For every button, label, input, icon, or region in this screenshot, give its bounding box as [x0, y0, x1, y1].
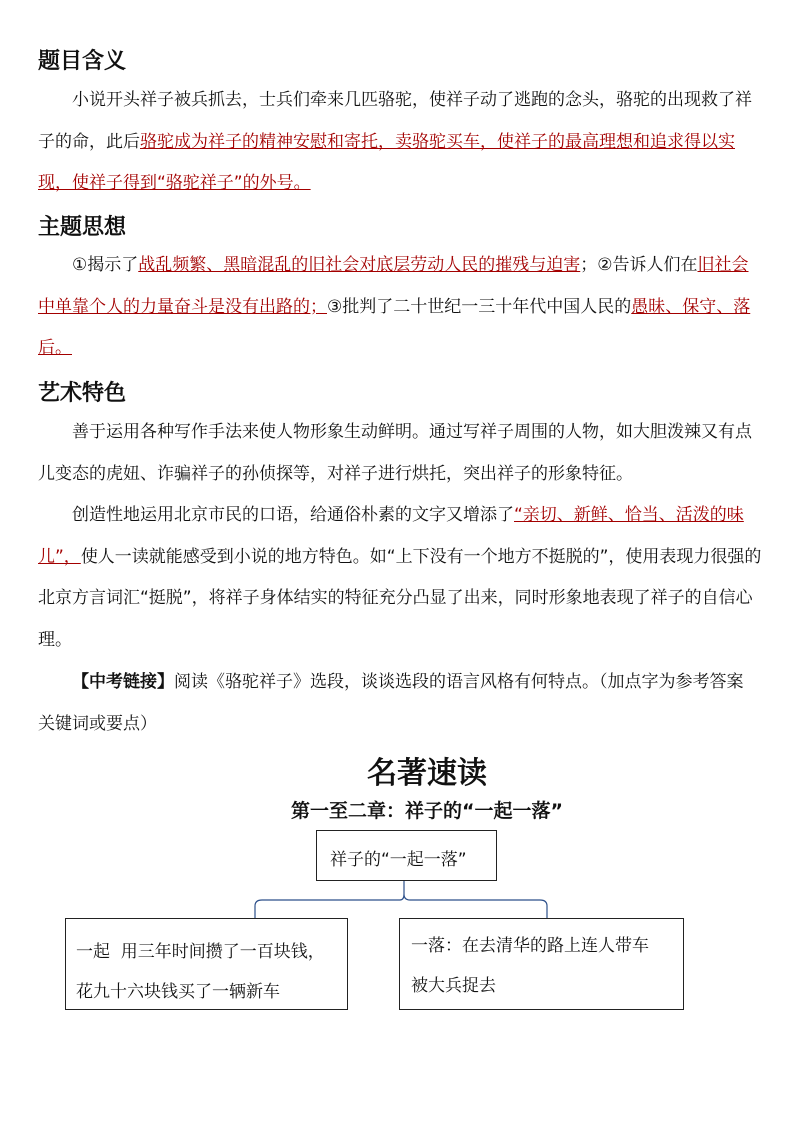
exam-link-label: 【中考链接】	[72, 672, 174, 692]
theme-text-3: ③批判了二十世纪一三十年代中国人民的	[327, 296, 632, 317]
theme-highlight-2: 旧社会中单靠个人的力量奋斗是没有出路的；	[38, 255, 749, 317]
artistic-text-2b: 使人一读就能感受到小说的地方特色。如“上下没有一个地方不挺脱的”，使用表现力很强的北京方言词汇“挺脱”，将祥子身体结实的特征充分凸显了出来，同时形象地表现了祥子的自信心理。	[38, 546, 762, 650]
theme-text-2: ；②告诉人们在	[580, 255, 698, 275]
mindmap-root-node	[316, 830, 497, 881]
mindmap-right-line1: 一落：在去清华的路上连人带车	[411, 936, 649, 956]
mindmap-right-line2: 被大兵捉去	[411, 976, 496, 996]
exam-link-text: 阅读《骆驼祥子》选段，谈谈选段的语言风格有何特点。（加点字为参考答案关键词或要点）	[38, 672, 744, 734]
heading-title-meaning: 题目含义	[38, 49, 127, 74]
mindmap-left-line2: 花九十六块钱买了一辆新车	[76, 982, 280, 1002]
title-meaning-text: 小说开头祥子被兵抓去，士兵们牵来几匹骆驼，使祥子动了逃跑的念头，骆驼的出现救了祥子的命，此后	[38, 90, 752, 152]
speedread-title: 名著速读	[367, 756, 487, 791]
artistic-text-2a: 创造性地运用北京市民的口语，给通俗朴素的文字又增添了	[72, 505, 514, 525]
mindmap-root-label: 祥子的“一起一落”	[330, 850, 467, 870]
title-meaning-highlight: 骆驼成为祥子的精神安慰和寄托，卖骆驼买车，使祥子的最高理想和追求得以实现，使祥子得到“骆驼祥子”的外号。	[38, 131, 735, 193]
heading-theme: 主题思想	[38, 215, 127, 240]
speedread-subtitle: 第一至二章：祥子的“一起一落”	[291, 800, 563, 822]
heading-artistic-features: 艺术特色	[38, 381, 127, 406]
mindmap-left-node	[65, 918, 348, 1010]
artistic-highlight: “亲切、新鲜、恰当、活泼的味儿”，	[38, 505, 744, 567]
theme-text-1: ①揭示了	[72, 255, 139, 275]
mindmap-left-line1: 一起 用三年时间攒了一百块钱，	[76, 942, 325, 962]
artistic-text-1: 善于运用各种写作手法来使人物形象生动鲜明。通过写祥子周围的人物，如大胆泼辣又有点儿变态的虎妞、诈骗祥子的孙侦探等，对祥子进行烘托，突出祥子的形象特征。	[38, 422, 752, 484]
mindmap-right-node	[399, 918, 684, 1010]
theme-highlight-3: 愚昧、保守、落后。	[38, 296, 751, 358]
theme-highlight-1: 战乱频繁、黑暗混乱的旧社会对底层劳动人民的摧残与迫害	[138, 255, 581, 275]
